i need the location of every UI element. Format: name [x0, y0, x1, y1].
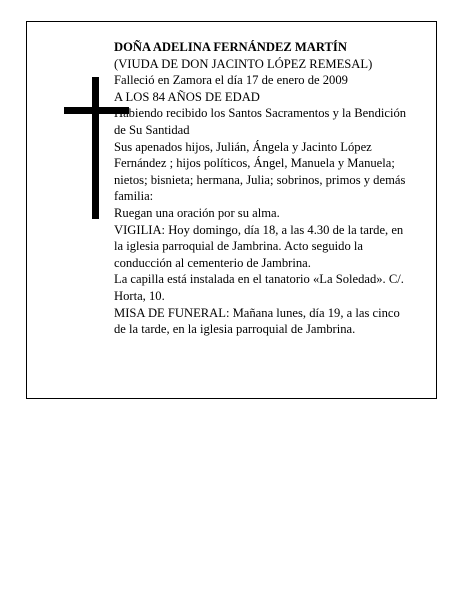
cross-vertical-bar [92, 77, 99, 219]
age-line: A LOS 84 AÑOS DE EDAD [114, 89, 260, 104]
sacraments-line: Habiendo recibido los Santos Sacramentos y la Bendición de Su Santidad [114, 106, 407, 137]
family-line: Sus apenados hijos, Julián, Ángela y Jacinto López Fernández ; hijos políticos, Ángel, Manuela y Manuela; nietos; bisnieta; hermana, Julia; sobrinos, primos y demás familia: [114, 139, 406, 204]
death-line: Falleció en Zamora el día 17 de enero de 2009 [114, 73, 348, 88]
deceased-name: DOÑA ADELINA FERNÁNDEZ MARTÍN [114, 40, 347, 54]
chapel-line: La capilla está instalada en el tanatorio «La Soledad». C/. Horta, 10. [114, 272, 404, 303]
widow-line: (VIUDA DE DON JACINTO LÓPEZ REMESAL) [114, 56, 373, 71]
prayer-line: Ruegan una oración por su alma. [114, 205, 280, 220]
vigil-line: VIGILIA: Hoy domingo, día 18, a las 4.30 de la tarde, en la iglesia parroquial de Jambrina. Acto seguido la conducción al cementerio de Jambrina. [114, 222, 404, 270]
obituary-text [114, 39, 414, 338]
funeral-line: MISA DE FUNERAL: Mañana lunes, día 19, a las cinco de la tarde, en la iglesia parroquial de Jambrina. [114, 305, 400, 337]
